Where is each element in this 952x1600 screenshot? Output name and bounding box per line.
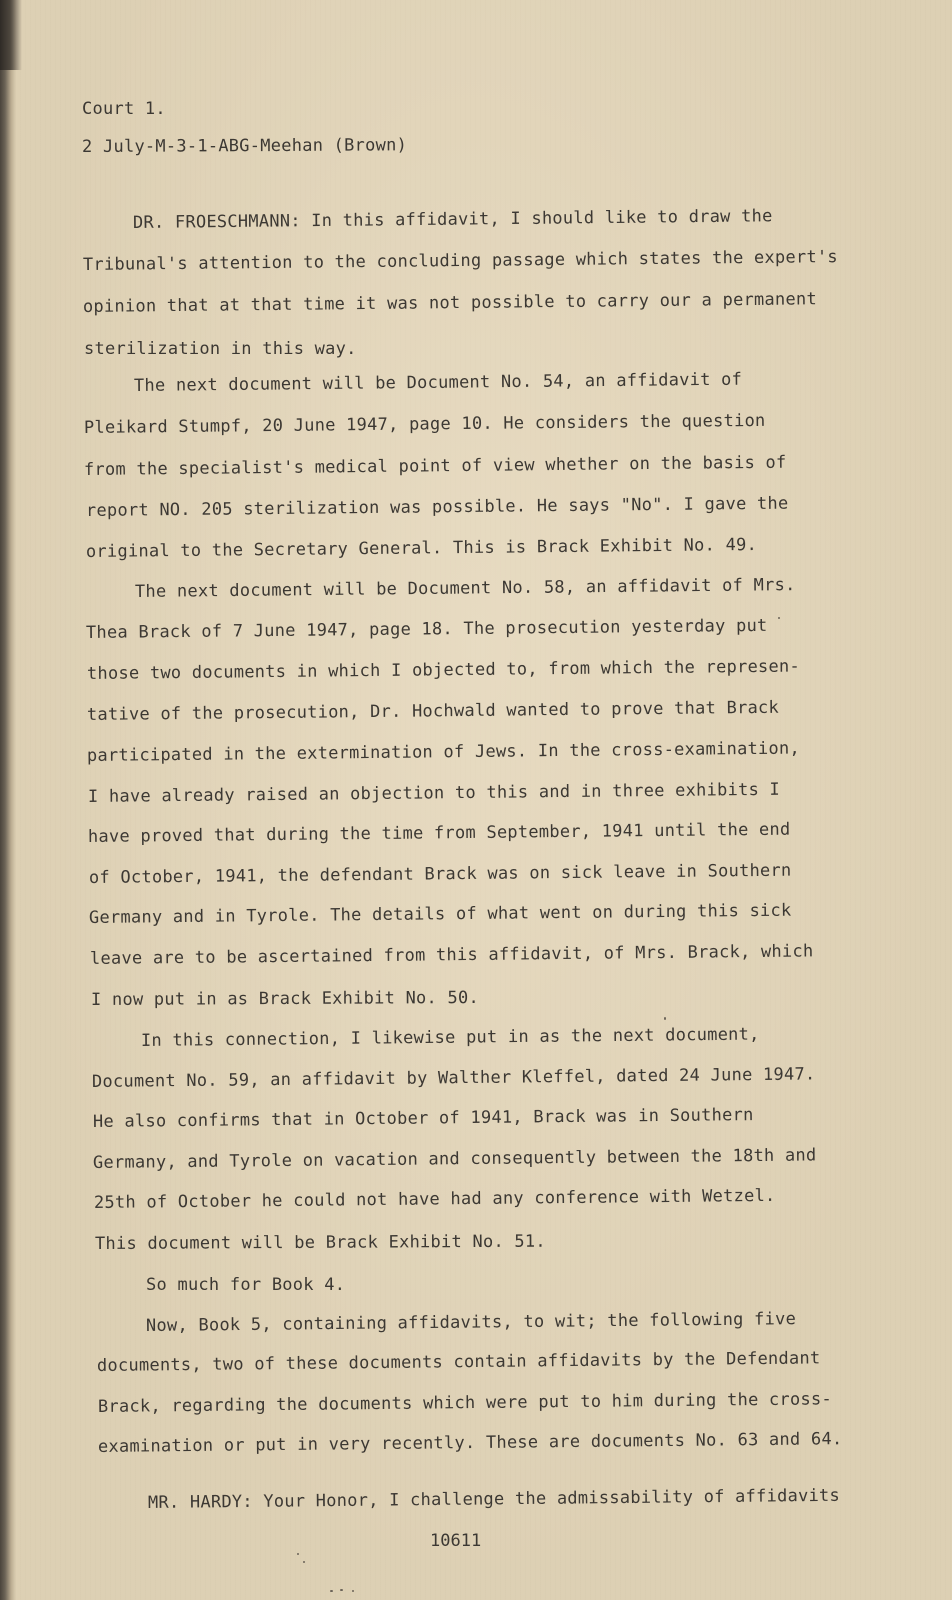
transcript-line-12: those two documents in which I objected to, from which the represen- (86, 656, 801, 684)
paper-speck (303, 1561, 305, 1563)
page-left-edge-shadow (0, 0, 16, 1600)
transcript-line-10: The next document will be Document No. 58, an affidavit of Mrs. (134, 575, 796, 602)
transcript-line-29: documents, two of these documents contain affidavits by the Defendant (96, 1348, 821, 1376)
transcript-line-26: This document will be Brack Exhibit No. 51. (94, 1231, 546, 1254)
transcript-line-28: Now, Book 5, containing affidavits, to wit; the following five (145, 1309, 797, 1336)
paper-speck (352, 1590, 354, 1592)
paper-speck (330, 1590, 333, 1592)
transcript-line-19: leave are to be ascertained from this affidavit, of Mrs. Brack, which (89, 941, 814, 969)
transcript-line-25: 25th of October he could not have had any conference with Wetzel. (93, 1185, 776, 1213)
page-number: 10611 (430, 1531, 482, 1551)
transcript-line-1: DR. FROESCHMANN: In this affidavit, I should like to draw the (132, 206, 773, 233)
header-court: Court 1. (82, 99, 166, 119)
transcript-line-14: participated in the extermination of Jews. In the cross-examination, (86, 738, 801, 766)
transcript-line-15: I have already raised an objection to this and in three exhibits I (87, 779, 781, 807)
transcript-line-21: In this connection, I likewise put in as the next document, (140, 1024, 760, 1051)
transcript-line-9: original to the Secretary General. This is Brack Exhibit No. 49. (85, 534, 758, 562)
transcript-line-23: He also confirms that in October of 1941, Brack was in Southern (92, 1105, 754, 1132)
transcript-line-7: from the specialist's medical point of view whether on the basis of (83, 452, 787, 480)
transcript-line-4: sterilization in this way. (84, 339, 357, 359)
transcript-line-5: The next document will be Document No. 54, an affidavit of (133, 369, 743, 396)
transcript-line-30: Brack, regarding the documents which were put to him during the cross- (97, 1389, 833, 1417)
transcript-line-8: report NO. 205 sterilization was possible. He says "No". I gave the (85, 493, 789, 521)
page-corner-shadow (0, 0, 22, 70)
transcript-line-6: Pleikard Stumpf, 20 June 1947, page 10. He considers the question (83, 410, 766, 438)
transcript-line-16: have proved that during the time from September, 1941 until the end (87, 819, 791, 847)
transcript-line-32: MR. HARDY: Your Honor, I challenge the admissability of affidavits (147, 1485, 841, 1513)
header-session: 2 July-M-3-1-ABG-Meehan (Brown) (81, 135, 408, 157)
transcript-line-20: I now put in as Brack Exhibit No. 50. (90, 987, 480, 1010)
transcript-line-18: Germany and in Tyrole. The details of what went on during this sick (88, 900, 792, 928)
transcript-line-27: So much for Book 4. (146, 1275, 346, 1295)
transcript-line-3: opinion that at that time it was not possible to carry our a permanent (82, 289, 818, 317)
transcript-line-31: examination or put in very recently. These are documents No. 63 and 64. (97, 1429, 843, 1457)
paper-speck (340, 1589, 343, 1591)
transcript-line-24: Germany, and Tyrole on vacation and consequently between the 18th and (92, 1145, 817, 1173)
paper-speck (778, 617, 780, 619)
transcript-line-11: Thea Brack of 7 June 1947, page 18. The prosecution yesterday put (85, 615, 768, 643)
transcript-line-22: Document No. 59, an affidavit by Walther Kleffel, dated 24 June 1947. (91, 1064, 816, 1092)
paper-speck (297, 1553, 299, 1555)
transcript-line-13: tative of the prosecution, Dr. Hochwald wanted to prove that Brack (86, 697, 780, 725)
paper-speck (664, 1017, 666, 1020)
transcript-line-17: of October, 1941, the defendant Brack was on sick leave in Southern (88, 860, 792, 888)
transcript-line-2: Tribunal's attention to the concluding passage which states the expert's (82, 247, 838, 275)
